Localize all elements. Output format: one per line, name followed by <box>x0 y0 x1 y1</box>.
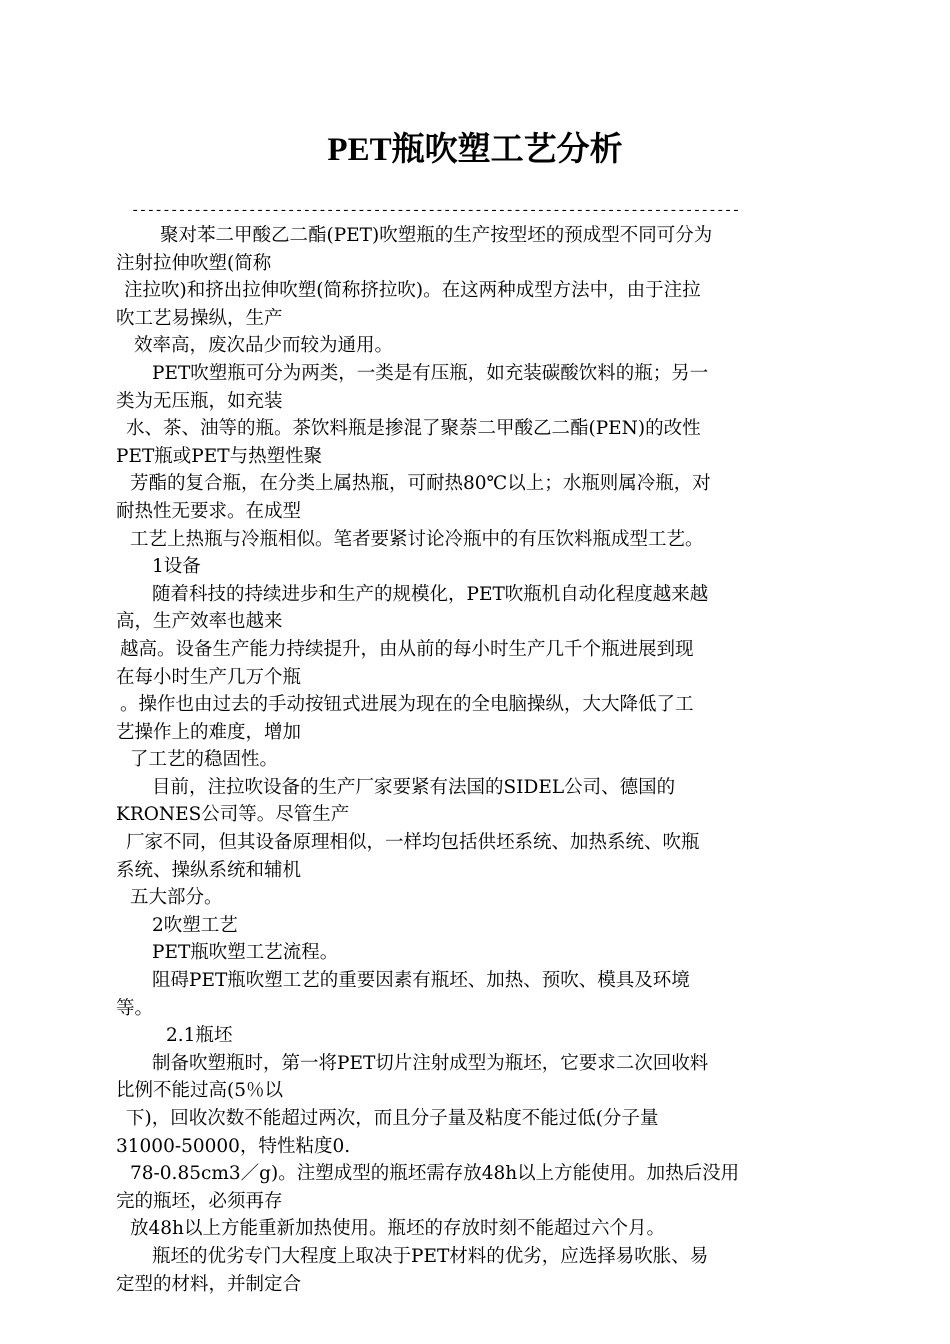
text-line: 随着科技的持续进步和生产的规模化，PET吹瓶机自动化程度越来越 <box>152 583 709 605</box>
text-line: 五大部分。 <box>130 887 223 909</box>
text-line: 工艺上热瓶与冷瓶相似。笔者要紧讨论冷瓶中的有压饮料瓶成型工艺。 <box>130 528 704 550</box>
document-title: PET瓶吹塑工艺分析 <box>327 132 623 168</box>
text-line: 制备吹塑瓶时，第一将PET切片注射成型为瓶坯，它要求二次回收料 <box>152 1052 709 1074</box>
text-line: 阻碍PET瓶吹塑工艺的重要因素有瓶坯、加热、预吹、模具及环境 <box>152 970 690 992</box>
text-line: 芳酯的复合瓶，在分类上属热瓶，可耐热80℃以上；水瓶则属冷瓶，对 <box>130 473 711 495</box>
text-line: 系统、操纵系统和辅机 <box>116 859 302 881</box>
text-line: 完的瓶坯，必须再存 <box>116 1190 283 1212</box>
text-line: 31000-50000，特性粘度0. <box>116 1135 351 1157</box>
text-line: 效率高，废次品少而较为通用。 <box>134 335 394 357</box>
text-line: 吹工艺易操纵，生产 <box>116 307 283 329</box>
text-line: 目前，注拉吹设备的生产厂家要紧有法国的SIDEL公司、德国的 <box>152 776 676 798</box>
text-line: 耐热性无要求。在成型 <box>116 500 302 522</box>
text-line: 等。 <box>116 997 154 1019</box>
text-line: PET瓶或PET与热塑性聚 <box>116 445 323 467</box>
text-line: 放48h以上方能重新加热使用。瓶坯的存放时刻不能超过六个月。 <box>130 1218 665 1240</box>
document-body <box>116 222 836 1298</box>
text-line: 聚对苯二甲酸乙二酯(PET)吹塑瓶的生产按型坯的预成型不同可分为 <box>160 225 713 246</box>
text-line: 越高。设备生产能力持续提升，由从前的每小时生产几千个瓶进展到现 <box>120 638 694 660</box>
text-line: 比例不能过高(5％以 <box>116 1080 283 1102</box>
text-line: 2吹塑工艺 <box>152 914 238 936</box>
text-line: KRONES公司等。尽管生产 <box>116 804 350 826</box>
text-line: 下)，回收次数不能超过两次，而且分子量及粘度不能过低(分子量 <box>126 1108 659 1129</box>
text-line: 注射拉伸吹塑(简称 <box>116 252 272 274</box>
text-line: 78-0.85cm3／g)。注塑成型的瓶坯需存放48h以上方能使用。加热后没用 <box>130 1163 740 1185</box>
text-line: 艺操作上的难度，增加 <box>116 721 302 743</box>
text-line: 瓶坯的优劣专门大程度上取决于PET材料的优劣，应选择易吹胀、易 <box>152 1245 709 1267</box>
text-line: PET瓶吹塑工艺流程。 <box>152 942 339 964</box>
text-line: 类为无压瓶，如充装 <box>116 390 283 412</box>
text-line: 定型的材料，并制定合 <box>116 1273 302 1295</box>
text-line: 注拉吹)和挤出拉伸吹塑(简称挤拉吹)。在这两种成型方法中，由于注拉 <box>124 280 701 302</box>
text-line: 高，生产效率也越来 <box>116 611 283 633</box>
text-line: PET吹塑瓶可分为两类，一类是有压瓶，如充装碳酸饮料的瓶；另一 <box>152 362 709 384</box>
text-line: 厂家不同，但其设备原理相似，一样均包括供坯系统、加热系统、吹瓶 <box>126 832 700 854</box>
text-line: 。操作也由过去的手动按钮式进展为现在的全电脑操纵，大大降低了工 <box>120 694 694 716</box>
text-line: 了工艺的稳固性。 <box>130 749 279 771</box>
divider-line: ------------------------------------------------------------------------------ <box>131 203 740 219</box>
text-line: 2.1瓶坯 <box>166 1025 233 1047</box>
text-line: 1设备 <box>152 556 201 578</box>
text-line: 在每小时生产几万个瓶 <box>116 666 302 688</box>
text-line: 水、茶、油等的瓶。茶饮料瓶是掺混了聚萘二甲酸乙二酯(PEN)的改性 <box>126 418 701 440</box>
